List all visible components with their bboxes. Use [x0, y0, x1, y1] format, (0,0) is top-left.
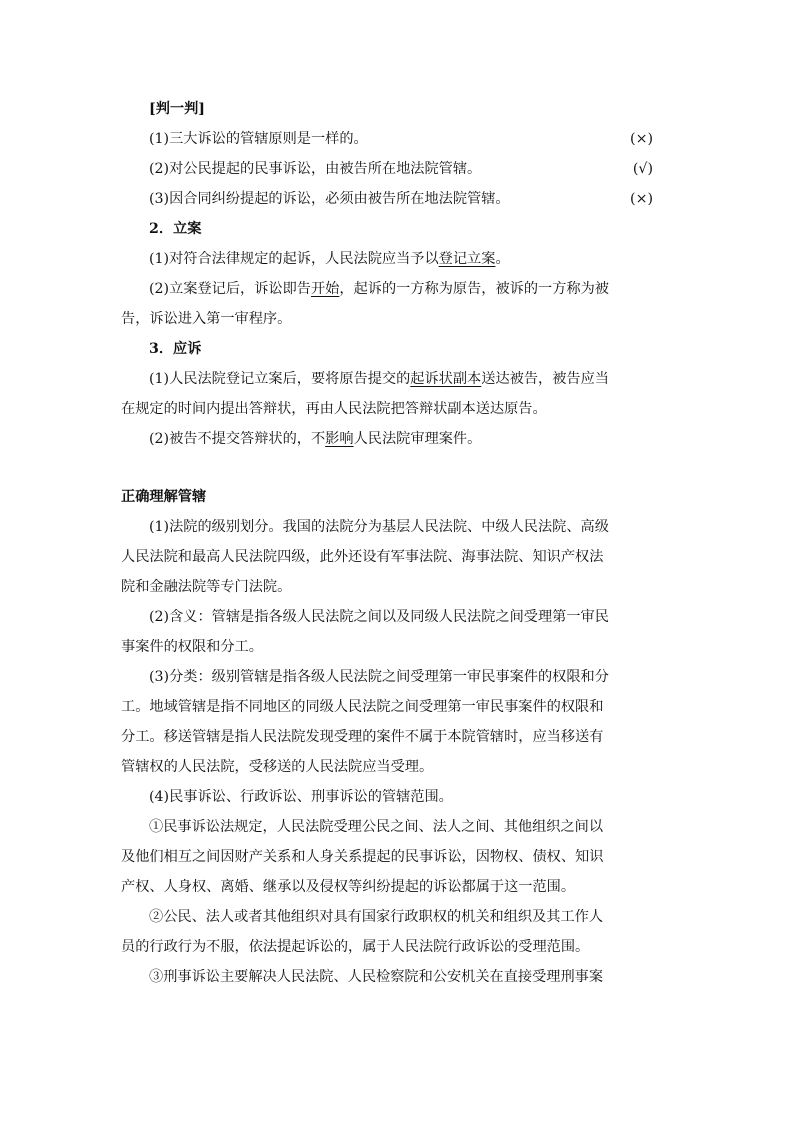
paragraph-line: (1)法院的级别划分。我国的法院分为基层人民法院、中级人民法院、高级	[149, 519, 609, 535]
paragraph-line: ③刑事诉讼主要解决人民法院、人民检察院和公安机关在直接受理刑事案	[149, 969, 604, 985]
paragraph-line	[121, 274, 677, 304]
underlined-term: 影响	[325, 431, 354, 447]
text-run: (1)对符合法律规定的起诉，人民法院应当予以	[149, 251, 439, 267]
section-gap	[121, 454, 677, 482]
paragraph-line: 院和金融法院等专门法院。	[121, 579, 292, 595]
section-heading-yingsu: 3．应诉	[149, 341, 202, 357]
paragraph-line: (2)含义：管辖是指各级人民法院之间以及同级人民法院之间受理第一审民	[149, 609, 609, 625]
paragraph-line: 人民法院和最高人民法院四级，此外还设有军事法院、海事法院、知识产权法	[121, 549, 604, 565]
paragraph-line: ①民事诉讼法规定，人民法院受理公民之间、法人之间、其他组织之间以	[149, 819, 604, 835]
paragraph-line: 告，诉讼进入第一审程序。	[121, 311, 292, 327]
paragraph-line: 及他们相互之间因财产关系和人身关系提起的民事诉讼，因物权、债权、知识	[121, 849, 604, 865]
paragraph-line: 员的行政行为不服，依法提起诉讼的，属于人民法院行政诉讼的受理范围。	[121, 939, 590, 955]
judge-item	[121, 184, 677, 214]
text-run: (2)被告不提交答辩状的，不	[149, 431, 326, 447]
paragraph-line: ②公民、法人或者其他组织对具有国家行政职权的机关和组织及其工作人	[149, 909, 604, 925]
judge-item-answer: (√)	[632, 161, 653, 177]
paragraph-line: 分工。移送管辖是指人民法院发现受理的案件不属于本院管辖时，应当移送有	[121, 729, 604, 745]
underlined-term: 起诉状副本	[410, 371, 482, 387]
judge-item-text: (2)对公民提起的民事诉讼，由被告所在地法院管辖。	[149, 161, 482, 177]
text-run: (2)立案登记后，诉讼即告	[149, 281, 311, 297]
paragraph-line: 事案件的权限和分工。	[121, 639, 263, 655]
judge-item	[121, 124, 677, 154]
underlined-term: 登记立案	[438, 251, 496, 267]
paragraph-line: 工。地域管辖是指不同地区的同级人民法院之间受理第一审民事案件的权限和	[121, 699, 604, 715]
text-run: ，起诉的一方称为原告，被诉的一方称为被	[339, 281, 609, 297]
paragraph-line: 在规定的时间内提出答辩状，再由人民法院把答辩状副本送达原告。	[121, 401, 547, 417]
judge-item-answer: (×)	[630, 131, 653, 147]
section-heading-lian: 2．立案	[149, 221, 202, 237]
text-run: 。	[495, 251, 510, 267]
text-run: 人民法院审理案件。	[353, 431, 482, 447]
paragraph-line: (4)民事诉讼、行政诉讼、刑事诉讼的管辖范围。	[149, 789, 453, 805]
text-run: 送达被告，被告应当	[481, 371, 609, 387]
paragraph-line: 产权、人身权、离婚、继承以及侵权等纠纷提起的诉讼都属于这一范围。	[121, 879, 576, 895]
judge-item-answer: (×)	[630, 191, 653, 207]
judge-item	[121, 154, 677, 184]
judge-item-text: (1)三大诉讼的管辖原则是一样的。	[149, 131, 368, 147]
paragraph-line: (3)分类：级别管辖是指各级人民法院之间受理第一审民事案件的权限和分	[149, 669, 609, 685]
paragraph-line: 管辖权的人民法院，受移送的人民法院应当受理。	[121, 759, 434, 775]
page-content	[121, 94, 677, 992]
judge-item-text: (3)因合同纠纷提起的诉讼，必须由被告所在地法院管辖。	[149, 191, 510, 207]
understand-heading: 正确理解管辖	[121, 489, 207, 505]
judge-heading: [判一判]	[149, 101, 205, 117]
underlined-term: 开始	[310, 281, 340, 297]
text-run: (1)人民法院登记立案后，要将原告提交的	[149, 371, 411, 387]
paragraph-line	[121, 424, 677, 454]
paragraph-line	[121, 244, 677, 274]
paragraph-line	[121, 364, 677, 394]
